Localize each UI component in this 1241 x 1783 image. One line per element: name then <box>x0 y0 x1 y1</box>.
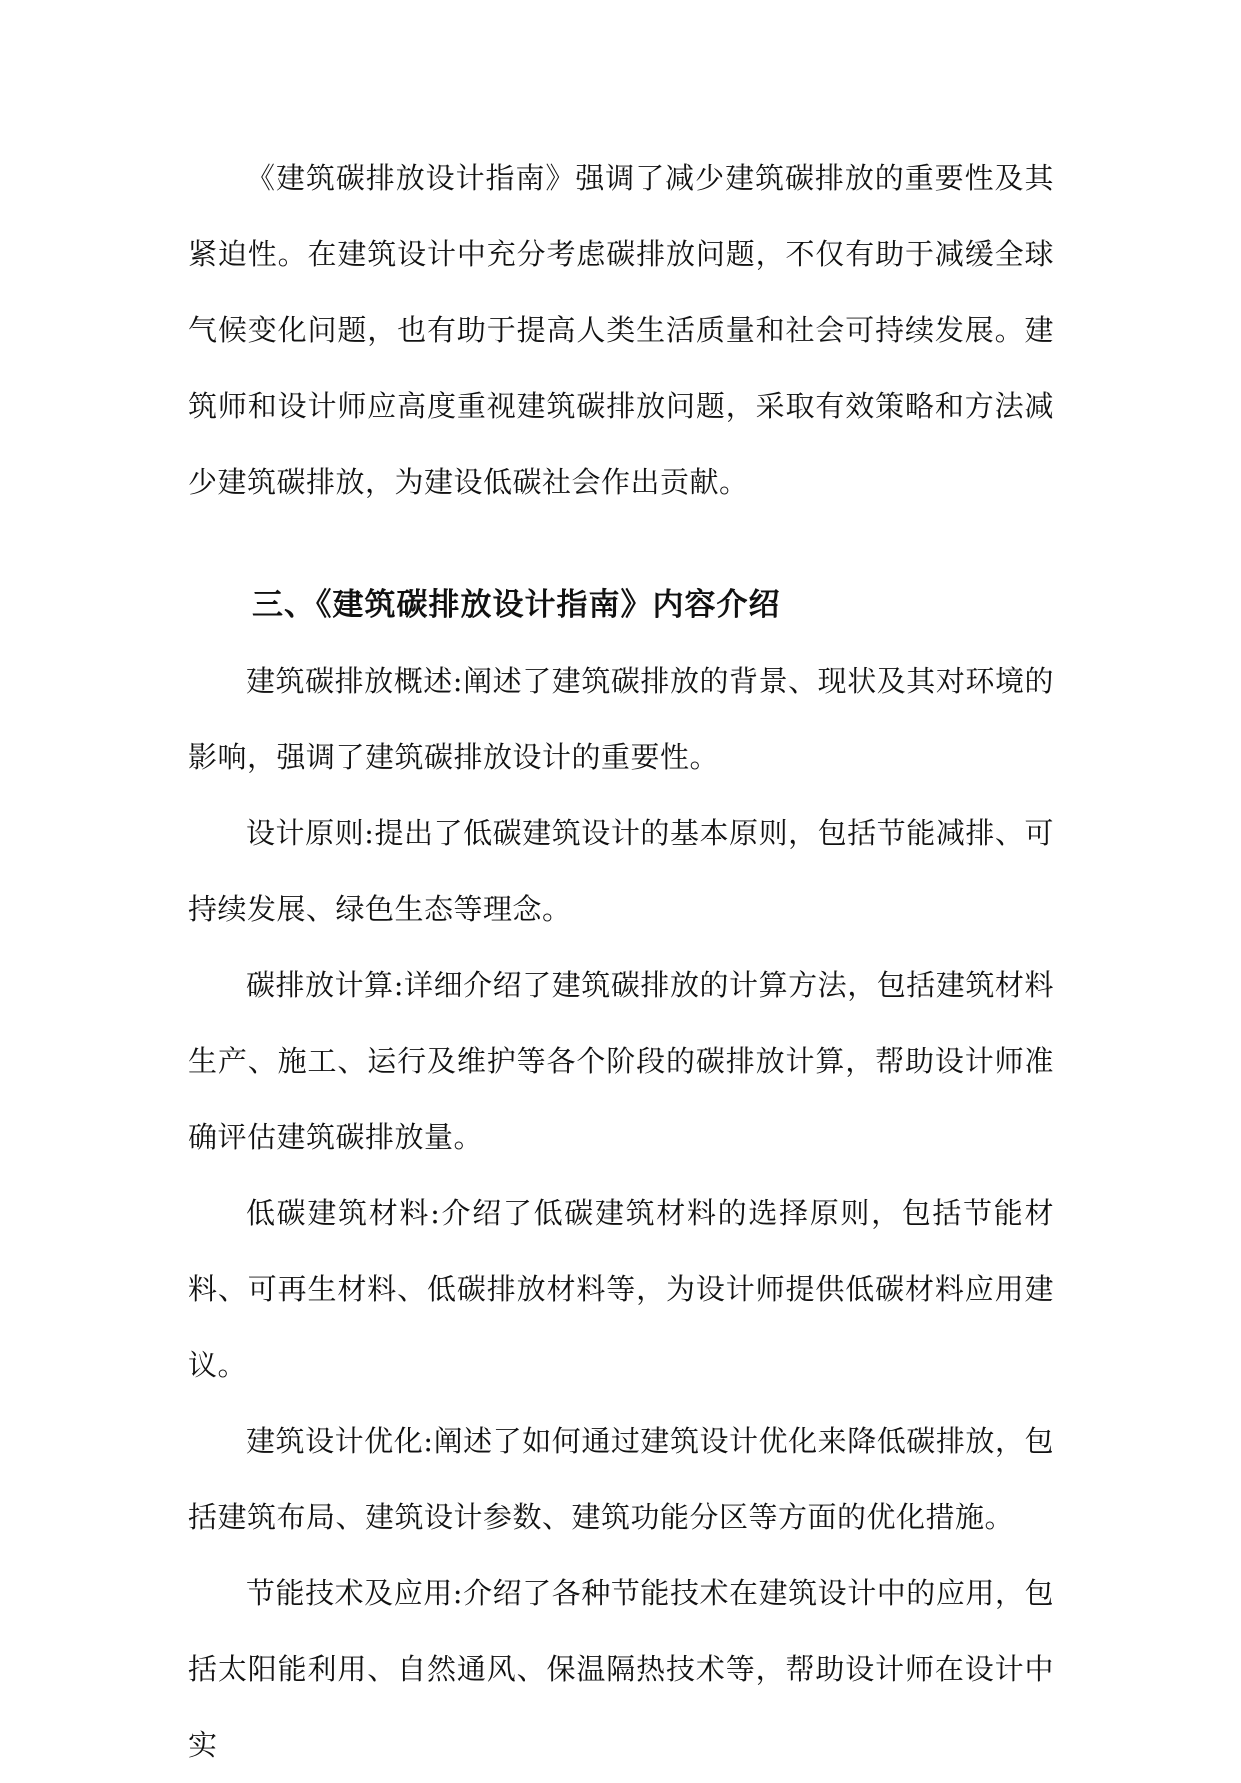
content-item-calculation <box>188 947 1054 1175</box>
item-term: 建筑碳排放概述: <box>246 664 464 698</box>
document-body <box>188 140 1054 1783</box>
content-item-optimization <box>188 1403 1054 1555</box>
item-text: 介绍了各种节能技术在建筑设计中的应用，包括太阳能利用、自然通风、保温隔热技术等，帮助设计师在设计中实 <box>188 1576 1054 1762</box>
item-text: 阐述了建筑碳排放的背景、现状及其对环境的影响，强调了建筑碳排放设计的重要性。 <box>188 664 1054 774</box>
content-item-materials <box>188 1175 1054 1403</box>
item-term: 碳排放计算: <box>246 968 404 1002</box>
item-term: 设计原则: <box>246 816 375 850</box>
item-text: 详细介绍了建筑碳排放的计算方法，包括建筑材料生产、施工、运行及维护等各个阶段的碳排放计算，帮助设计师准确评估建筑碳排放量。 <box>188 968 1054 1154</box>
item-term: 建筑设计优化: <box>246 1424 434 1458</box>
content-item-energy-tech <box>188 1555 1054 1783</box>
item-text: 提出了低碳建筑设计的基本原则，包括节能减排、可持续发展、绿色生态等理念。 <box>188 816 1054 926</box>
intro-paragraph: 《建筑碳排放设计指南》强调了减少建筑碳排放的重要性及其紧迫性。在建筑设计中充分考虑碳排放问题，不仅有助于减缓全球气候变化问题，也有助于提高人类生活质量和社会可持续发展。建筑师和设计师应高度重视建筑碳排放问题，采取有效策略和方法减少建筑碳排放，为建设低碳社会作出贡献。 <box>188 161 1054 499</box>
content-item-overview <box>188 643 1054 795</box>
content-item-principles <box>188 795 1054 947</box>
item-term: 低碳建筑材料: <box>246 1196 441 1230</box>
item-text: 阐述了如何通过建筑设计优化来降低碳排放，包括建筑布局、建筑设计参数、建筑功能分区等方面的优化措施。 <box>188 1424 1054 1534</box>
item-term: 节能技术及应用: <box>246 1576 464 1610</box>
section-heading: 三、《建筑碳排放设计指南》内容介绍 <box>252 587 781 623</box>
item-text: 介绍了低碳建筑材料的选择原则，包括节能材料、可再生材料、低碳排放材料等，为设计师提供低碳材料应用建议。 <box>188 1196 1054 1382</box>
